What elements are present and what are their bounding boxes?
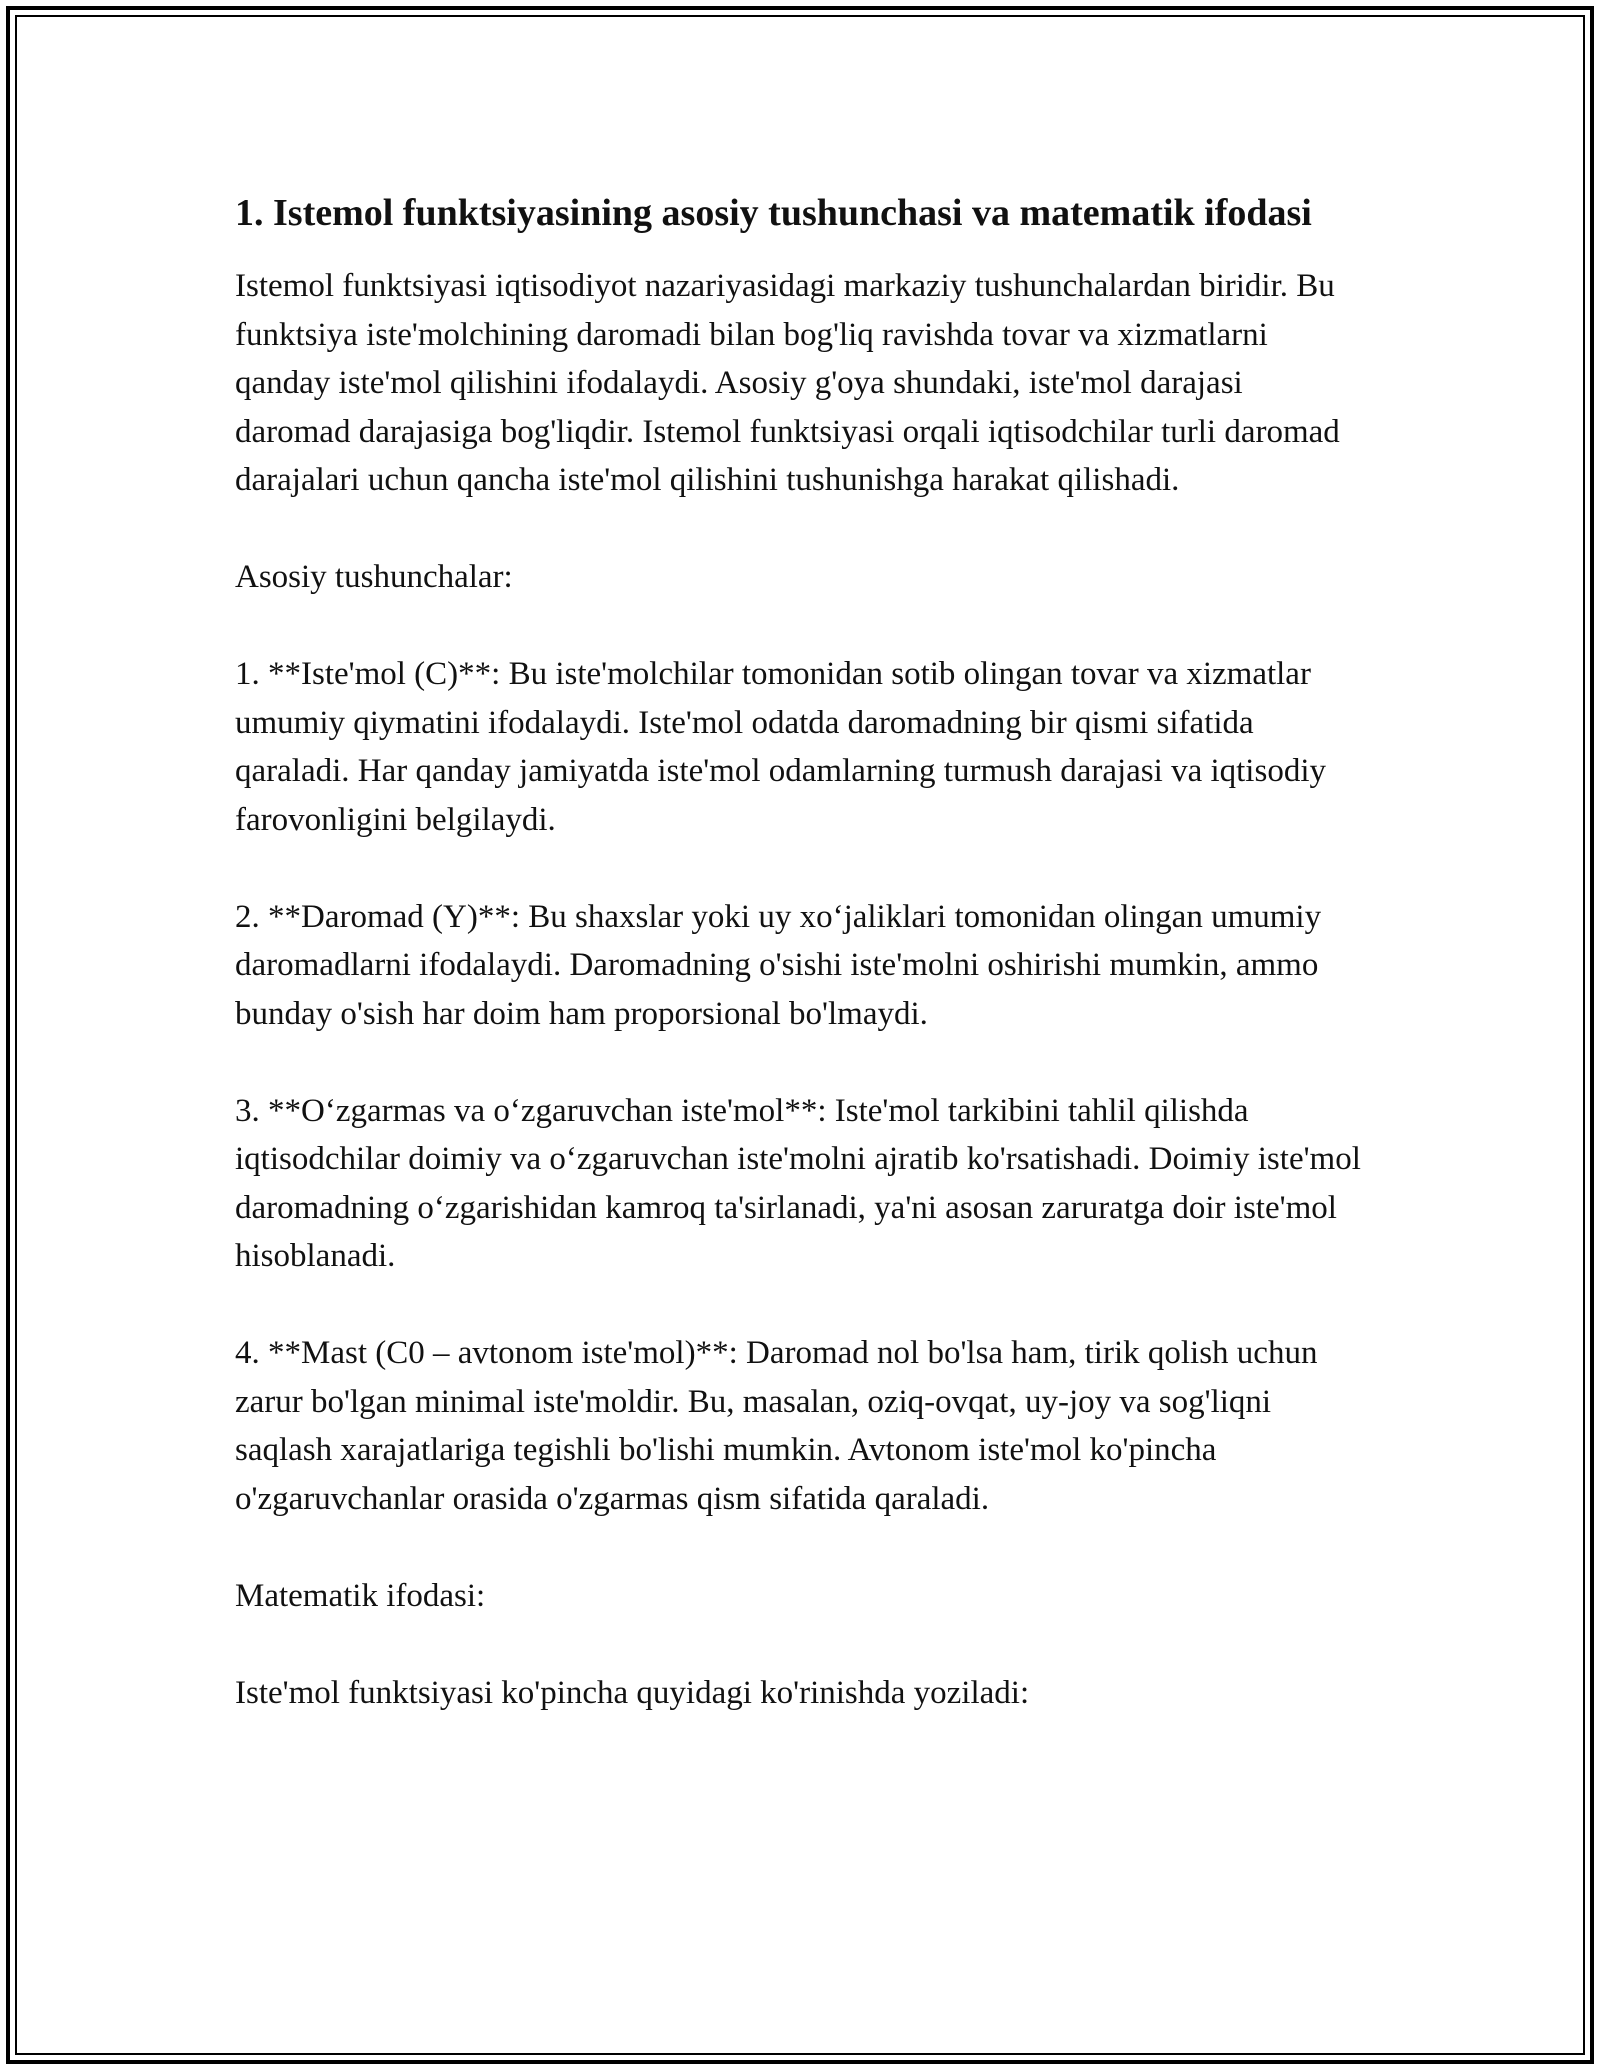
section-heading: 1. Istemol funktsiyasining asosiy tushunchasi va matematik ifodasi [235,192,1312,234]
document-body [235,186,1365,1717]
intro-paragraph: Istemol funktsiyasi iqtisodiyot nazariyasidagi markaziy tushunchalardan biridir. Bu funktsiya iste'molchining daromadi bilan bog'liq ravishda tovar va xizmatlarni qanday iste'mol qilishini ifodalaydi. Asosiy g'oya shundaki, iste'mol darajasi daromad darajasiga bog'liqdir. Istemol funktsiyasi orqali iqtisodchilar turli daromad darajalari uchun qancha iste'mol qilishini tushunishga harakat qilishadi. [235,268,1340,498]
concept-item-income: 2. **Daromad (Y)**: Bu shaxslar yoki uy xo‘jaliklari tomonidan olingan umumiy daromadlarni ifodalaydi. Daromadning o'sishi iste'molni oshirishi mumkin, ammo bunday o'sish har doim ham proporsional bo'lmaydi. [235,898,1322,1032]
concepts-label: Asosiy tushunchalar: [235,559,513,595]
concept-item-consumption: 1. **Iste'mol (C)**: Bu iste'molchilar tomonidan sotib olingan tovar va xizmatlar umumiy qiymatini ifodalaydi. Iste'mol odatda daromadning bir qismi sifatida qaraladi. Har qanday jamiyatda iste'mol odamlarning turmush darajasi va iqtisodiy farovonligini belgilaydi. [235,656,1326,838]
math-label: Matematik ifodasi: [235,1577,486,1614]
concept-item-fixed-variable: 3. **O‘zgarmas va o‘zgaruvchan iste'mol**: Iste'mol tarkibini tahlil qilishda iqtisodchilar doimiy va o‘zgaruvchan iste'molni ajratib ko'rsatishadi. Doimiy iste'mol daromadning o‘zgarishidan kamroq ta'sirlanadi, ya'ni asosan zaruratga doir iste'mol hisoblanadi. [235,1092,1361,1274]
math-intro: Iste'mol funktsiyasi ko'pincha quyidagi ko'rinishda yoziladi: [235,1674,1030,1711]
concept-item-autonomous: 4. **Mast (C0 – avtonom iste'mol)**: Daromad nol bo'lsa ham, tirik qolish uchun zarur bo'lgan minimal iste'moldir. Bu, masalan, oziq-ovqat, uy-joy va sog'liqni saqlash xarajatlariga tegishli bo'lishi mumkin. Avtonom iste'mol ko'pincha o'zgaruvchanlar orasida o'zgarmas qism sifatida qaraladi. [235,1335,1318,1517]
